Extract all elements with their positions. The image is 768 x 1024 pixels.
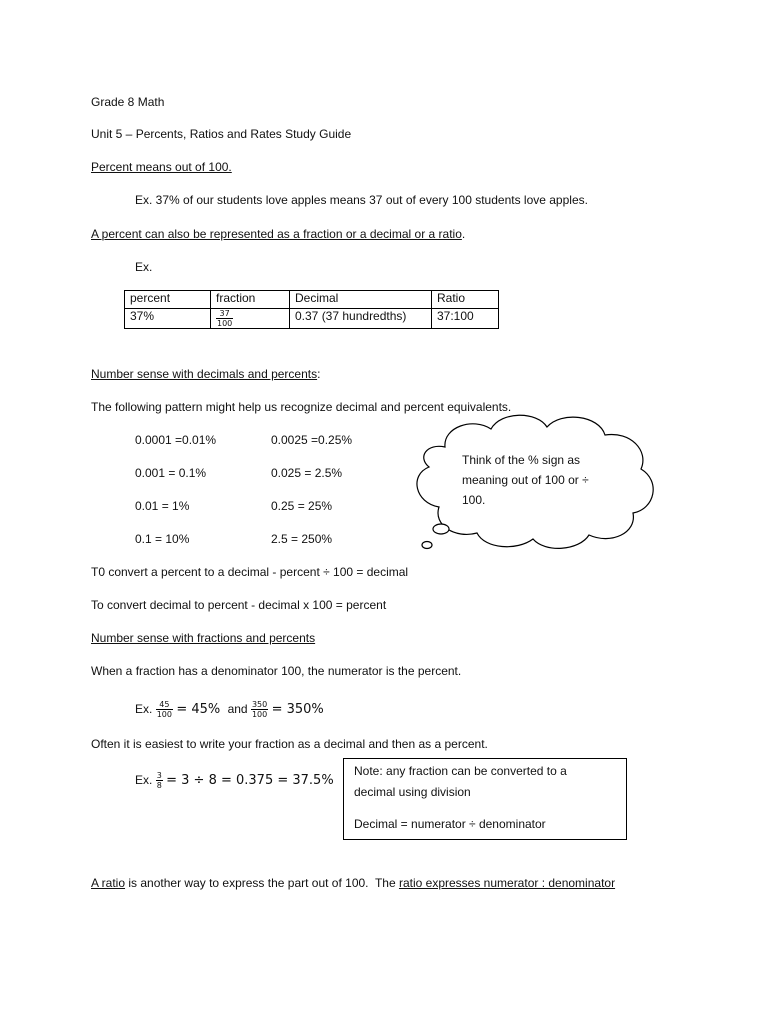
- equivalent-left: 0.001 = 0.1%: [135, 466, 207, 480]
- representation-heading: [91, 227, 465, 241]
- decimal-tip: Often it is easiest to write your fraction as a decimal and then as a percent.: [91, 737, 488, 751]
- note-line: Note: any fraction can be converted to a: [354, 764, 567, 778]
- table-cell-ratio: 37:100: [432, 309, 499, 329]
- table-header-row: [125, 291, 499, 309]
- decimals-heading-colon: :: [317, 367, 321, 381]
- equivalent-right: 0.0025 =0.25%: [271, 433, 353, 447]
- fraction: [156, 771, 163, 790]
- ex-label: Ex.: [135, 773, 153, 787]
- fraction-numerator: 45: [159, 700, 170, 710]
- fraction-result: = 350%: [271, 702, 324, 717]
- table-cell-percent: 37%: [125, 309, 211, 329]
- percent-example: Ex. 37% of our students love apples means 37 out of every 100 students love apples.: [135, 193, 588, 207]
- table-ex-label: Ex.: [135, 260, 153, 274]
- table-cell-fraction: [211, 309, 290, 329]
- note-line: decimal using division: [354, 785, 471, 799]
- fraction-denominator: 100: [251, 710, 268, 720]
- cloud-text: Think of the % sign as meaning out of 100 or ÷ 100.: [462, 453, 589, 507]
- fraction-numerator: 350: [251, 700, 268, 710]
- fractions-heading: Number sense with fractions and percents: [91, 631, 316, 645]
- fraction: [216, 309, 233, 328]
- ex-label: Ex.: [135, 702, 153, 716]
- course-title: Grade 8 Math: [91, 95, 165, 109]
- fraction-denominator: 100: [217, 319, 233, 328]
- and-label: and: [227, 702, 248, 716]
- representation-table: [124, 290, 499, 329]
- fraction: [156, 700, 173, 719]
- convert-to-percent: To convert decimal to percent - decimal x 100 = percent: [91, 598, 387, 612]
- fraction: [251, 700, 268, 719]
- representation-heading-period: .: [461, 227, 466, 241]
- fraction-denominator: 100: [156, 710, 172, 720]
- unit-title: Unit 5 – Percents, Ratios and Rates Study Guide: [91, 127, 352, 141]
- note-line: Decimal = numerator ÷ denominator: [354, 817, 546, 831]
- decimals-heading-text: Number sense with decimals and percents: [91, 367, 318, 381]
- fraction-numerator: 3: [156, 771, 162, 781]
- table-header-cell: Decimal: [290, 291, 432, 309]
- fraction-result: = 45%: [176, 702, 221, 717]
- fraction-example-line: [135, 700, 324, 719]
- pattern-intro: The following pattern might help us recognize decimal and percent equivalents.: [91, 400, 512, 414]
- fraction-numerator: 37: [219, 309, 230, 318]
- table-cell-decimal: 0.37 (37 hundredths): [290, 309, 432, 329]
- ratio-definition: [91, 876, 615, 890]
- denominator-rule: When a fraction has a denominator 100, the numerator is the percent.: [91, 664, 462, 678]
- percent-heading: Percent means out of 100.: [91, 160, 232, 174]
- table-header-cell: Ratio: [432, 291, 499, 309]
- ratio-term: A ratio: [91, 876, 126, 890]
- equivalent-left: 0.0001 =0.01%: [135, 433, 217, 447]
- convert-to-decimal: T0 convert a percent to a decimal - percent ÷ 100 = decimal: [91, 565, 409, 579]
- equivalent-left: 0.01 = 1%: [135, 499, 190, 513]
- note-box: [343, 758, 627, 840]
- equivalent-right: 2.5 = 250%: [271, 532, 333, 546]
- table-header-cell: fraction: [211, 291, 290, 309]
- equivalent-right: 0.025 = 2.5%: [271, 466, 343, 480]
- division-result: = 3 ÷ 8 = 0.375 = 37.5%: [166, 773, 334, 788]
- representation-heading-text: A percent can also be represented as a fraction or a decimal or a ratio: [91, 227, 462, 241]
- decimals-heading: [91, 367, 320, 381]
- equivalent-left: 0.1 = 10%: [135, 532, 190, 546]
- division-example-line: [135, 771, 334, 790]
- table-row: [125, 309, 499, 329]
- ratio-expression: ratio expresses numerator : denominator: [398, 876, 616, 890]
- equivalent-right: 0.25 = 25%: [271, 499, 333, 513]
- ratio-text: is another way to express the part out of 100. The: [125, 876, 399, 890]
- table-header-cell: percent: [125, 291, 211, 309]
- fraction-denominator: 8: [156, 781, 162, 791]
